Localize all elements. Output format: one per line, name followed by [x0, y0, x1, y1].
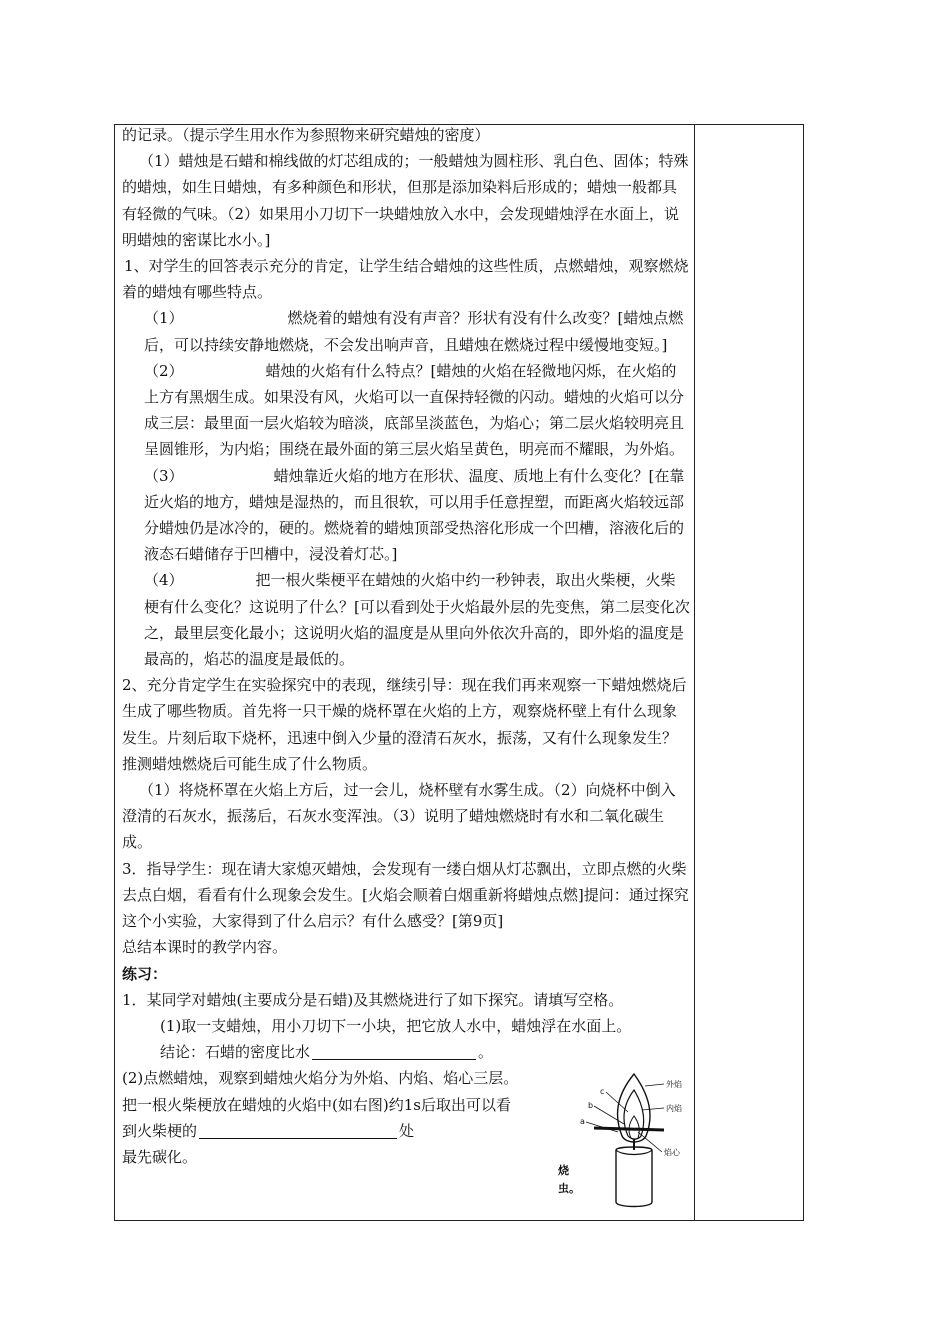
intro-line: 的记录。（提示学生用水作为参照物来研究蜡烛的密度） — [122, 126, 490, 144]
paragraph-summary: 总结本课时的教学内容。 — [122, 938, 288, 957]
label-b: b — [588, 1101, 594, 1110]
item-text: 蜡烛靠近火焰的地方在形状、温度、质地上有什么变化？[在靠近火焰的地方，蜡烛是湿热的，而且很软，可以用手任意捏塑，而距离火焰较远部分蜡烛仍是冰冷的，硬的。燃烧着的蜡烛顶部受热溶化形成一个凹槽，溶液化后的液态石蜡储存于凹槽中，浸没着灯芯。] — [144, 466, 685, 564]
side-text-1: 烧 — [558, 1164, 569, 1177]
pointer-outer — [645, 1084, 664, 1086]
item-text: 蜡烛的火焰有什么特点？[蜡烛的火焰在轻微地闪烁，在火焰的上方有黑烟生成。如果没有风，火焰可以一直保持轻微的闪动。蜡烛的火焰可以分成三层：最里面一层火焰较为暗淡，底部呈淡蓝色，为焰心；第二层火焰较明亮且呈圆锥形，为内焰；围绕在最外面的第三层火焰呈黄色，明亮而不耀眼，为外焰。 — [144, 361, 685, 459]
item-number: （4） — [144, 571, 184, 590]
observation-2 — [122, 358, 690, 463]
label-c: c — [600, 1087, 605, 1096]
question-1-part-1: (1)取一支蜡烛，用小刀切下一小块，把它放人水中，蜡烛浮在水面上。 — [160, 1016, 632, 1035]
part-2-text: (2)点燃蜡烛，观察到蜡烛火焰分为外焰、内焰、焰心三层。把一根火柴梗放在蜡烛的火焰中(如右图)约1s后取出可以看到火柴梗的 — [122, 1069, 519, 1140]
item-number: （1） — [144, 309, 184, 328]
column-divider — [694, 124, 695, 1221]
part-2-place: 处 — [399, 1121, 415, 1140]
answer-blank-density[interactable] — [312, 1041, 476, 1060]
observation-3 — [122, 463, 690, 568]
pointer-b — [594, 1106, 624, 1124]
observation-4 — [122, 567, 690, 672]
pointer-inner — [642, 1108, 664, 1110]
candle-body — [616, 1147, 652, 1207]
label-inner-flame: 内焰 — [666, 1104, 682, 1113]
item-number: （3） — [144, 466, 184, 485]
label-outer-flame: 外焰 — [666, 1080, 682, 1089]
item-text: 把一根火柴梗平在蜡烛的火焰中约一秒钟表，取出火柴梗，火柴梗有什么变化？这说明了什么？[可以看到处于火焰最外层的先变焦，第二层变化次之，最里层变化最小；这说明火焰的温度是从里向外依次升高的，即外焰的温度是最高的，焰芯的温度是最低的。 — [144, 571, 690, 669]
observation-1 — [122, 305, 690, 357]
outer-flame — [618, 1074, 650, 1142]
paragraph-step-2: 2、充分肯定学生在实验探究中的表现，继续引导：现在我们再来观察一下蜡烛燃烧后生成了哪些物质。首先将一只干燥的烧杯罩在火焰的上方，观察烧杯壁上有什么现象发生。片刻后取下烧杯，迅速中倒入少量的澄清石灰水，振荡，又有什么现象发生？推测蜡烛燃烧后可能生成了什么物质。 — [122, 676, 687, 773]
item-text: 燃烧着的蜡烛有没有声音？形状有没有什么改变？[蜡烛点燃后，可以持续安静地燃烧，不会发出响声音，且蜡烛在燃烧过程中缓慢地变短。] — [144, 309, 684, 354]
candle-flame-figure — [552, 1066, 692, 1220]
conclusion-text: 结论：石蜡的密度比水 — [160, 1043, 311, 1062]
question-1-conclusion — [122, 1039, 690, 1065]
paragraph-products: （1）将烧杯罩在火焰上方后，过一会儿，烧杯壁有水雾生成。（2）向烧杯中倒入澄清的石灰水，振荡后，石灰水变浑浊。（3）说明了蜡烛燃烧时有水和二氧化碳生成。 — [122, 781, 676, 852]
pointer-c — [606, 1092, 628, 1112]
paragraph-step-3: 3．指导学生：现在请大家熄灭蜡烛，会发现有一缕白烟从灯芯飘出，立即点燃的火柴去点白烟，看看有什么现象会发生。[火焰会顺着白烟重新将蜡烛点燃]提问：通过探究这个小实验，大家得到了什么启示？有什么感受？[第9页] — [122, 859, 689, 931]
question-1: 1．某同学对蜡烛(主要成分是石蜡)及其燃烧进行了如下探究。请填写空格。 — [122, 990, 624, 1009]
part-2-end: 最先碳化。 — [122, 1147, 198, 1166]
answer-blank-position[interactable] — [199, 1120, 397, 1139]
item-number: （2） — [144, 361, 184, 380]
matchstick — [594, 1128, 664, 1130]
lesson-content — [122, 122, 690, 1170]
side-text-2: 虫。 — [558, 1182, 580, 1195]
conclusion-end: 。 — [478, 1043, 494, 1062]
label-flame-core: 焰心 — [664, 1148, 680, 1157]
paragraph-step-1: 1、对学生的回答表示充分的肯定，让学生结合蜡烛的这些性质，点燃蜡烛，观察燃烧着的蜡烛有哪些特点。 — [122, 257, 689, 302]
paragraph-candle-properties: （1）蜡烛是石蜡和棉线做的灯芯组成的；一般蜡烛为圆柱形、乳白色、固体；特殊的蜡烛，如生日蜡烛，有多种颜色和形状，但那是添加染料后形成的；蜡烛一般都具有轻微的气味。（2）如果用小刀切下一块蜡烛放入水中，会发现蜡烛浮在水面上，说明蜡烛的密谋比水小。] — [122, 152, 689, 249]
candle-flame-diagram — [552, 1066, 692, 1220]
label-a: a — [580, 1117, 585, 1126]
exercise-heading: 练习： — [122, 964, 168, 983]
candle-top — [616, 1150, 652, 1155]
question-1-part-2 — [122, 1065, 522, 1170]
pointer-a — [586, 1122, 618, 1132]
inner-flame — [624, 1090, 644, 1139]
